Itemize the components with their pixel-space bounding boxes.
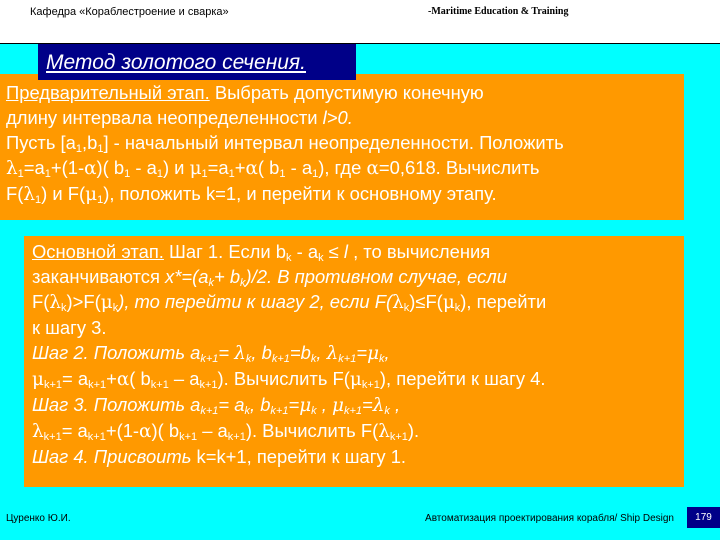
t: k bbox=[454, 302, 461, 314]
lambda-symbol: λ bbox=[372, 395, 385, 416]
t: 1 bbox=[279, 168, 286, 180]
main-line-8 bbox=[32, 418, 676, 444]
main-line-6 bbox=[32, 366, 676, 392]
t: – a bbox=[197, 420, 228, 441]
t: k bbox=[240, 277, 246, 289]
t: Шаг 2. Положить a bbox=[32, 342, 201, 363]
prelim-line-5 bbox=[6, 181, 678, 207]
department-name: Кафедра «Кораблестроение и сварка» bbox=[30, 6, 229, 18]
t: 1 bbox=[17, 168, 24, 180]
t: ), перейти bbox=[460, 291, 547, 312]
t: )( b bbox=[96, 157, 125, 178]
prelim-line-4 bbox=[6, 155, 678, 181]
t: ] - начальный интервал неопределенности. Положить bbox=[103, 132, 564, 153]
lambda-symbol: λ bbox=[234, 343, 246, 364]
mu-symbol: μ bbox=[189, 158, 202, 179]
t: 1 bbox=[97, 143, 104, 155]
t: , то вычисления bbox=[347, 241, 491, 262]
t: +(1- bbox=[105, 420, 140, 441]
prelim-l2-var: l>0. bbox=[322, 107, 353, 128]
mu-symbol: μ bbox=[442, 292, 455, 313]
t: 1 bbox=[312, 168, 319, 180]
t: ( b bbox=[129, 368, 151, 389]
t: + b bbox=[213, 266, 241, 287]
t: k+1 bbox=[199, 379, 218, 391]
main-line-4 bbox=[32, 315, 676, 340]
alpha-symbol: α bbox=[245, 158, 258, 179]
t: , bbox=[316, 342, 327, 363]
t: = a bbox=[218, 394, 245, 415]
t: k+1 bbox=[88, 379, 107, 391]
page-number: 179 bbox=[687, 507, 720, 528]
t: k bbox=[208, 277, 214, 289]
t: k+1 bbox=[87, 431, 106, 443]
footer-course: Автоматизация проектирования корабля/ Ship Design bbox=[425, 513, 674, 524]
main-line-2 bbox=[32, 264, 676, 289]
t: k=k+1, перейти к шагу 1. bbox=[196, 446, 407, 467]
t: ), перейти к шагу 4. bbox=[379, 368, 546, 389]
alpha-symbol: α bbox=[84, 158, 97, 179]
lambda-symbol: λ bbox=[392, 292, 404, 313]
lambda-symbol: λ bbox=[23, 184, 36, 205]
t: = bbox=[362, 394, 373, 415]
t: k+1 bbox=[150, 379, 169, 391]
lambda-symbol: λ bbox=[326, 343, 339, 364]
t: =a bbox=[23, 157, 45, 178]
t: = bbox=[288, 394, 300, 415]
mu-symbol: μ bbox=[100, 292, 113, 313]
t: )>F( bbox=[66, 291, 101, 312]
t: Шаг 4. Присвоить bbox=[32, 446, 197, 467]
t: Шаг 3. Положить a bbox=[32, 394, 201, 415]
t: 1 bbox=[156, 168, 163, 180]
main-line-7 bbox=[32, 392, 676, 418]
t: k+1 bbox=[389, 431, 408, 443]
main-line-5 bbox=[32, 340, 676, 366]
t: F( bbox=[32, 291, 50, 312]
lambda-symbol: λ bbox=[49, 292, 62, 313]
t: , b bbox=[251, 342, 272, 363]
t: ,b bbox=[81, 132, 98, 153]
t: k bbox=[112, 302, 119, 314]
prelim-l2-text: длину интервала неопределенности bbox=[6, 107, 323, 128]
t: +(1- bbox=[50, 157, 85, 178]
t: k bbox=[379, 353, 385, 365]
alpha-symbol: α bbox=[139, 421, 152, 442]
main-label: Основной этап. bbox=[32, 241, 164, 262]
t: k bbox=[245, 353, 252, 365]
t: , bbox=[316, 394, 333, 415]
t: 1 bbox=[44, 168, 51, 180]
t: - a bbox=[291, 241, 319, 262]
t: k+1 bbox=[343, 405, 363, 417]
footer-author: Цуренко Ю.И. bbox=[6, 513, 71, 524]
mu-symbol: μ bbox=[299, 395, 312, 416]
t: = bbox=[356, 342, 368, 363]
t: x*=(a bbox=[165, 266, 209, 287]
t: )/2. В противном случае, если bbox=[245, 266, 507, 287]
t: , b bbox=[249, 394, 271, 415]
t: k+1 bbox=[200, 405, 219, 417]
t: ), то перейти к шагу 2, если F( bbox=[118, 291, 393, 312]
prelim-line-3 bbox=[6, 130, 678, 155]
slide-header bbox=[0, 0, 720, 44]
t: k bbox=[311, 405, 317, 417]
t: , bbox=[384, 342, 390, 363]
mu-symbol: μ bbox=[367, 343, 380, 364]
lambda-symbol: λ bbox=[378, 421, 390, 442]
t: k+1 bbox=[200, 353, 219, 365]
main-line-1 bbox=[32, 239, 676, 264]
t: Пусть [a bbox=[6, 132, 76, 153]
prelim-l1-text: Выбрать допустимую конечную bbox=[209, 82, 484, 103]
t: ( b bbox=[257, 157, 280, 178]
t: 1 bbox=[75, 143, 82, 155]
t: заканчиваются bbox=[32, 266, 166, 287]
t: k bbox=[244, 405, 250, 417]
t: ), положить k=1, и перейти к основному этапу. bbox=[103, 183, 497, 204]
t: k bbox=[285, 252, 292, 264]
t: =b bbox=[289, 342, 311, 363]
t: )≤F( bbox=[409, 291, 443, 312]
t: ) и bbox=[162, 157, 190, 178]
main-stage-box bbox=[24, 236, 684, 487]
prelim-line-1 bbox=[6, 80, 678, 105]
main-line-9 bbox=[32, 444, 676, 469]
t: =a bbox=[207, 157, 229, 178]
mu-symbol: μ bbox=[85, 184, 98, 205]
brand-label: -Maritime Education & Training bbox=[428, 6, 569, 17]
t: – a bbox=[168, 368, 200, 389]
alpha-symbol: α bbox=[366, 158, 379, 179]
t: ≤ l bbox=[323, 241, 348, 262]
mu-symbol: μ bbox=[32, 369, 44, 390]
t: k bbox=[384, 405, 390, 417]
t: + bbox=[106, 368, 117, 389]
t: - a bbox=[285, 157, 313, 178]
t: 1 bbox=[97, 194, 104, 206]
t: Шаг 1. Если b bbox=[163, 241, 286, 262]
main-line-3 bbox=[32, 289, 676, 315]
t: k+1 bbox=[179, 431, 198, 443]
t: k bbox=[403, 302, 410, 314]
slide-title-box bbox=[38, 44, 356, 80]
t: k bbox=[61, 302, 67, 314]
t: k+1 bbox=[271, 353, 290, 365]
t: ). bbox=[407, 420, 420, 441]
t: 1 bbox=[124, 168, 131, 180]
t: )( b bbox=[151, 420, 180, 441]
preliminary-stage-box bbox=[0, 74, 684, 220]
t: k+1 bbox=[43, 379, 62, 391]
t: = a bbox=[62, 368, 89, 389]
t: + bbox=[234, 157, 246, 178]
t: =0,618. Вычислить bbox=[378, 157, 540, 178]
prelim-line-2 bbox=[6, 105, 678, 130]
t: k+1 bbox=[338, 353, 357, 365]
t: k bbox=[310, 353, 317, 365]
t: 1 bbox=[228, 168, 235, 180]
t: k bbox=[318, 252, 324, 264]
lambda-symbol: λ bbox=[6, 158, 18, 179]
t: ), где bbox=[318, 157, 367, 178]
t: k+1 bbox=[361, 379, 380, 391]
t: k+1 bbox=[227, 431, 246, 443]
alpha-symbol: α bbox=[116, 369, 130, 390]
prelim-label: Предварительный этап. bbox=[6, 82, 210, 103]
t: = bbox=[218, 342, 235, 363]
t: 1 bbox=[35, 194, 42, 206]
lambda-symbol: λ bbox=[32, 421, 44, 442]
t: = a bbox=[61, 420, 88, 441]
t: - a bbox=[130, 157, 157, 178]
t: ). Вычислить F( bbox=[217, 368, 350, 389]
t: F( bbox=[6, 183, 24, 204]
t: , bbox=[389, 394, 401, 415]
mu-symbol: μ bbox=[349, 369, 362, 390]
t: к шагу 3. bbox=[32, 317, 107, 338]
t: 1 bbox=[201, 168, 208, 180]
t: k+1 bbox=[270, 405, 289, 417]
t: ). Вычислить F( bbox=[245, 420, 379, 441]
t: k+1 bbox=[43, 431, 62, 443]
t: ) и F( bbox=[41, 183, 86, 204]
mu-symbol: μ bbox=[332, 395, 344, 416]
slide-title: Метод золотого сечения. bbox=[46, 51, 306, 74]
